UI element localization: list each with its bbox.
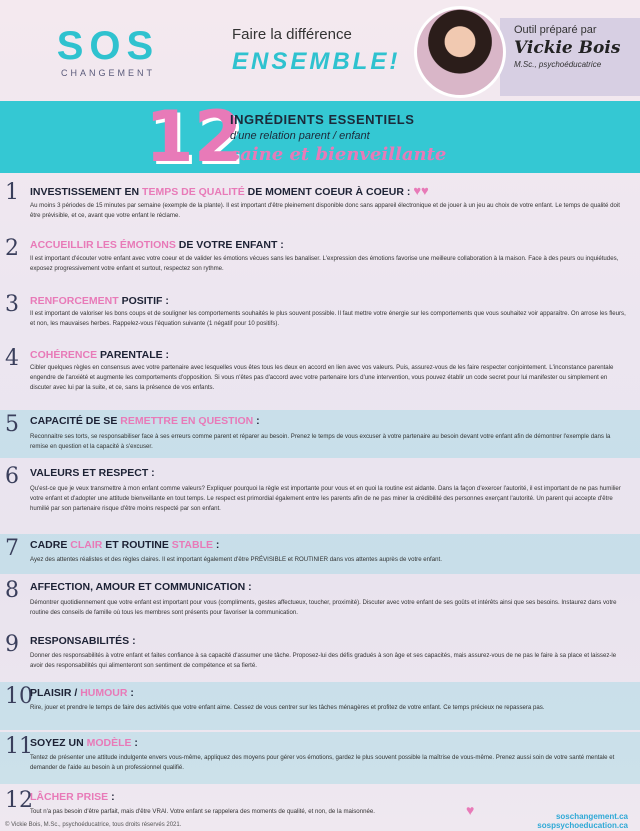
item-title: RENFORCEMENT POSITIF : bbox=[30, 295, 169, 307]
item-number: 11 bbox=[5, 734, 33, 759]
site-link-1[interactable]: soschangement.ca bbox=[555, 812, 628, 821]
item-body: Il est important de valoriser les bons coups et de souligner les comportements souhaités le plus souvent possible. Il faut mettre votre énergie sur les comportements que vous souhaitez voir apparaître. On arrose les fleurs, et non, les mauvaises herbes. Rappelez-vous l'équation suivante (1 négatif pour 10 positifs). bbox=[30, 310, 626, 327]
list-item bbox=[0, 578, 640, 628]
item-number: 12 bbox=[5, 788, 33, 813]
item-body: Démontrer quotidiennement que votre enfant est important pour vous (compliments, gestes affectueux, toucher, proximité). Discuter avec votre enfant de ses goûts et intérêts ainsi que ses besoins. Instaurez dans votre routine des conseils de famille où tous les membres sont présents pour favoriser la communication. bbox=[30, 599, 617, 616]
item-title: ACCUEILLIR LES ÉMOTIONS DE VOTRE ENFANT : bbox=[30, 239, 284, 251]
item-number: 5 bbox=[5, 412, 19, 437]
item-number: 8 bbox=[5, 578, 19, 603]
item-title: AFFECTION, AMOUR ET COMMUNICATION : bbox=[30, 581, 252, 593]
tagline-line-2: ENSEMBLE! bbox=[232, 48, 401, 75]
logo-sub-text: CHANGEMENT bbox=[60, 68, 155, 78]
item-number: 2 bbox=[5, 236, 19, 261]
item-body: Ayez des attentes réalistes et des règles claires. Il est important également d'être PRÉVISIBLE et ROUTINIER dans vos attentes auprès de votre enfant. bbox=[30, 556, 442, 563]
list-item bbox=[0, 412, 640, 458]
item-title: LÂCHER PRISE : bbox=[30, 791, 115, 803]
item-body: Donner des responsabilités à votre enfant et faites confiance à sa capacité d'assumer une tâche. Proposez-lui des défis gradués à son âge et ses capacités, mais assurez-vous de ne pas le faire à sa place et laissez-le avoir des responsabilités qui alimenteront son sentiment de compétence et sa fierté. bbox=[30, 652, 617, 669]
heart-icon: ♥ bbox=[466, 802, 475, 818]
banner-title: INGRÉDIENTS ESSENTIELS bbox=[230, 112, 415, 127]
author-box bbox=[500, 18, 640, 96]
item-number: 10 bbox=[5, 684, 33, 709]
footer-links bbox=[537, 812, 628, 830]
logo-main-text: SOS bbox=[56, 24, 160, 68]
list-item bbox=[0, 236, 640, 286]
item-title: CAPACITÉ DE SE REMETTRE EN QUESTION : bbox=[30, 415, 260, 427]
list-item bbox=[0, 684, 640, 730]
sos-logo bbox=[48, 26, 168, 78]
page-header bbox=[0, 0, 640, 100]
banner-subtitle: d'une relation parent / enfant bbox=[230, 130, 370, 142]
author-photo bbox=[414, 6, 506, 98]
list-item bbox=[0, 536, 640, 572]
item-body: Qu'est-ce que je veux transmettre à mon enfant comme valeurs? Expliquer pourquoi la règle est importante pour vous et en quoi la routine est aidante. Dans la façon d'exercer l'autorité, il est important de ne pas humilier votre enfant et d'adopter une attitude bienveillante en tout temps. Le respect est primordial également entre les parents afin de ne pas miner la crédibilité des personnes exerçant l'autorité. Un parent qui accepte d'être humilié par son partenaire risque d'être moins respecté par son enfant. bbox=[30, 485, 621, 512]
list-item bbox=[0, 632, 640, 680]
item-number: 4 bbox=[5, 346, 19, 371]
list-item bbox=[0, 180, 640, 230]
hearts-icon: ♥♥ bbox=[413, 183, 429, 198]
item-body: Au moins 3 périodes de 15 minutes par semaine (exemple de la plante). Il est important d'être pleinement disponible donc sans appareil électronique et de jouer à un jeu au choix de votre enfant. Le temps de qualité doit être prévisible, et ce, avant que votre enfant le réclame. bbox=[30, 202, 620, 219]
list-item bbox=[0, 346, 640, 406]
item-body: Tout n'a pas besoin d'être parfait, mais d'être VRAI. Votre enfant se rappelera des moments de qualité, et non, de la maisonnée. bbox=[30, 808, 375, 815]
author-name: Vickie Bois bbox=[514, 38, 621, 58]
list-item bbox=[0, 734, 640, 784]
item-number: 6 bbox=[5, 464, 19, 489]
item-body: Tentez de présenter une attitude indulgente envers vous-même, appliquez des moyens pour gérer vos émotions, gardez le plus souvent possible la maîtrise de vous-même. Prenez aussi soin de votre santé mentale et demander de l'aide au besoin à un professionnel qualifié. bbox=[30, 754, 615, 771]
item-title: COHÉRENCE PARENTALE : bbox=[30, 349, 170, 361]
item-body: Reconnaitre ses torts, se responsabiliser face à ses erreurs comme parent et réparer au besoin. Prenez le temps de vous excuser à votre partenaire au besoin devant votre enfant afin de démontrer l'exemple dans la remise en question et la capacité à s'excuser. bbox=[30, 433, 611, 450]
item-title: RESPONSABILITÉS : bbox=[30, 635, 136, 647]
item-body: Rire, jouer et prendre le temps de faire des activités que votre enfant aime. Cessez de vous centrer sur les tâches ménagères et profitez de votre enfant. Ce temps précieux ne repassera pas. bbox=[30, 704, 545, 711]
item-number: 7 bbox=[5, 536, 19, 561]
tagline-line-1: Faire la différence bbox=[232, 26, 352, 43]
item-title: INVESTISSEMENT EN TEMPS DE QUALITÉ DE MOMENT COEUR À COEUR : ♥♥ bbox=[30, 183, 429, 198]
item-title: CADRE CLAIR ET ROUTINE STABLE : bbox=[30, 539, 220, 551]
item-number: 1 bbox=[5, 180, 19, 205]
item-title: VALEURS ET RESPECT : bbox=[30, 467, 155, 479]
item-title: PLAISIR / HUMOUR : bbox=[30, 687, 134, 699]
copyright-text: © Vickie Bois, M.Sc., psychoéducatrice, tous droits réservés 2021. bbox=[5, 822, 182, 828]
banner-script: saine et bienveillante bbox=[230, 144, 447, 165]
item-title: SOYEZ UN MODÈLE : bbox=[30, 737, 138, 749]
item-number: 9 bbox=[5, 632, 19, 657]
site-link-2[interactable]: sospsychoeducation.ca bbox=[537, 821, 628, 830]
item-number: 3 bbox=[5, 292, 19, 317]
list-item bbox=[0, 292, 640, 342]
banner-number: 12 bbox=[145, 96, 243, 178]
author-prefix: Outil préparé par bbox=[514, 24, 597, 36]
item-body: Cibler quelques règles en consensus avec votre partenaire avec lesquelles vous êtes tous les deux en accord en lien avec vos valeurs. Puis, assurez-vous de les faire respecter conjointement. L'inconstance parentale engendre de l'anxiété et augmente les comportements d'opposition. Si vous n'êtes pas d'accord avec votre partenaire lors d'une intervention, vous pouvez établir un code secret pour lui manifester ou simplement en discuter avec lui par la suite, et ce, sans la présence de vos enfants. bbox=[30, 364, 614, 391]
author-title: M.Sc., psychoéducatrice bbox=[514, 60, 602, 69]
list-item bbox=[0, 464, 640, 530]
item-body: Il est important d'écouter votre enfant avec votre coeur et de valider les émotions vécues sans les banaliser. L'expression des émotions favorise une meilleure collaboration à la maison. Face à des peurs ou inquiétudes, exposez progressivement votre enfant et surtout, respectez son rythme. bbox=[30, 255, 619, 272]
